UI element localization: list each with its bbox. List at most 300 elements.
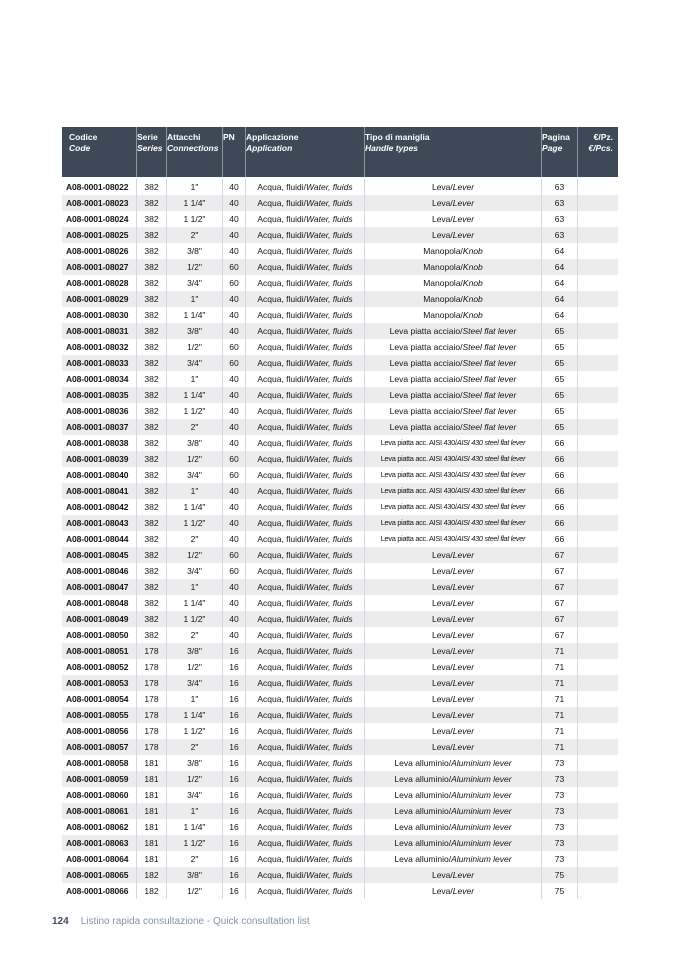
cell-series: 181 bbox=[136, 771, 166, 787]
cell-application: Acqua, fluidi/Water, fluids bbox=[245, 435, 364, 451]
cell-page: 64 bbox=[541, 307, 577, 323]
cell-pn: 16 bbox=[222, 771, 245, 787]
cell-handle-type: Leva/Lever bbox=[364, 579, 541, 595]
cell-page: 67 bbox=[541, 579, 577, 595]
column-header-series: Serie Series bbox=[136, 127, 166, 177]
cell-series: 182 bbox=[136, 883, 166, 899]
cell-page: 71 bbox=[541, 707, 577, 723]
table-row bbox=[62, 403, 618, 419]
cell-page: 65 bbox=[541, 339, 577, 355]
cell-handle-type: Leva/Lever bbox=[364, 611, 541, 627]
table-row bbox=[62, 771, 618, 787]
cell-series: 181 bbox=[136, 835, 166, 851]
cell-code: A08-0001-08036 bbox=[66, 406, 129, 416]
cell-page: 65 bbox=[541, 419, 577, 435]
table-row bbox=[62, 435, 618, 451]
cell-series: 181 bbox=[136, 819, 166, 835]
cell-page: 66 bbox=[541, 499, 577, 515]
table-row bbox=[62, 307, 618, 323]
column-header-application: Applicazione Application bbox=[245, 127, 364, 177]
column-header-page: Pagina Page bbox=[541, 127, 577, 177]
cell-handle-type: Leva piatta acc. AISI 430/AISI 430 steel flat lever bbox=[364, 531, 541, 547]
cell-code: A08-0001-08043 bbox=[66, 518, 129, 528]
cell-pn: 16 bbox=[222, 851, 245, 867]
cell-handle-type: Leva/Lever bbox=[364, 547, 541, 563]
cell-price bbox=[577, 771, 618, 787]
cell-application: Acqua, fluidi/Water, fluids bbox=[245, 675, 364, 691]
table-row bbox=[62, 851, 618, 867]
table-row bbox=[62, 723, 618, 739]
cell-connections: 1/2" bbox=[166, 771, 222, 787]
cell-page: 73 bbox=[541, 771, 577, 787]
cell-page: 63 bbox=[541, 211, 577, 227]
cell-series: 182 bbox=[136, 867, 166, 883]
table-row bbox=[62, 211, 618, 227]
table-row bbox=[62, 579, 618, 595]
cell-handle-type: Manopola/Knob bbox=[364, 243, 541, 259]
cell-handle-type: Leva piatta acciaio/Steel flat lever bbox=[364, 355, 541, 371]
cell-price bbox=[577, 515, 618, 531]
cell-connections: 2" bbox=[166, 739, 222, 755]
cell-application: Acqua, fluidi/Water, fluids bbox=[245, 563, 364, 579]
cell-price bbox=[577, 387, 618, 403]
cell-application: Acqua, fluidi/Water, fluids bbox=[245, 787, 364, 803]
cell-price bbox=[577, 259, 618, 275]
cell-application: Acqua, fluidi/Water, fluids bbox=[245, 851, 364, 867]
cell-price bbox=[577, 851, 618, 867]
cell-code: A08-0001-08053 bbox=[66, 678, 129, 688]
cell-page: 63 bbox=[541, 227, 577, 243]
cell-handle-type: Leva alluminio/Aluminium lever bbox=[364, 803, 541, 819]
cell-price bbox=[577, 195, 618, 211]
cell-connections: 1 1/4" bbox=[166, 499, 222, 515]
cell-series: 382 bbox=[136, 499, 166, 515]
cell-handle-type: Leva/Lever bbox=[364, 195, 541, 211]
cell-connections: 1 1/2" bbox=[166, 515, 222, 531]
cell-application: Acqua, fluidi/Water, fluids bbox=[245, 243, 364, 259]
cell-price bbox=[577, 355, 618, 371]
cell-application: Acqua, fluidi/Water, fluids bbox=[245, 883, 364, 899]
table-row bbox=[62, 323, 618, 339]
cell-pn: 40 bbox=[222, 323, 245, 339]
cell-price bbox=[577, 611, 618, 627]
cell-price bbox=[577, 243, 618, 259]
column-header-connections: Attacchi Connections bbox=[166, 127, 222, 177]
table-row bbox=[62, 483, 618, 499]
cell-application: Acqua, fluidi/Water, fluids bbox=[245, 867, 364, 883]
cell-series: 181 bbox=[136, 787, 166, 803]
cell-handle-type: Leva piatta acciaio/Steel flat lever bbox=[364, 371, 541, 387]
cell-pn: 40 bbox=[222, 515, 245, 531]
cell-application: Acqua, fluidi/Water, fluids bbox=[245, 595, 364, 611]
cell-application: Acqua, fluidi/Water, fluids bbox=[245, 355, 364, 371]
cell-page: 73 bbox=[541, 787, 577, 803]
cell-code: A08-0001-08024 bbox=[66, 214, 129, 224]
cell-code: A08-0001-08027 bbox=[66, 262, 129, 272]
cell-connections: 3/8" bbox=[166, 643, 222, 659]
cell-price bbox=[577, 403, 618, 419]
cell-code: A08-0001-08023 bbox=[66, 198, 129, 208]
cell-connections: 1 1/4" bbox=[166, 387, 222, 403]
cell-handle-type: Leva piatta acciaio/Steel flat lever bbox=[364, 323, 541, 339]
cell-connections: 3/4" bbox=[166, 787, 222, 803]
cell-pn: 40 bbox=[222, 435, 245, 451]
cell-application: Acqua, fluidi/Water, fluids bbox=[245, 659, 364, 675]
cell-code: A08-0001-08048 bbox=[66, 598, 129, 608]
cell-handle-type: Leva/Lever bbox=[364, 627, 541, 643]
cell-code: A08-0001-08058 bbox=[66, 758, 129, 768]
cell-pn: 60 bbox=[222, 355, 245, 371]
cell-series: 382 bbox=[136, 627, 166, 643]
cell-series: 178 bbox=[136, 723, 166, 739]
table-row bbox=[62, 691, 618, 707]
cell-pn: 16 bbox=[222, 675, 245, 691]
cell-code: A08-0001-08047 bbox=[66, 582, 129, 592]
cell-handle-type: Leva piatta acciaio/Steel flat lever bbox=[364, 419, 541, 435]
table-row bbox=[62, 643, 618, 659]
cell-handle-type: Leva/Lever bbox=[364, 739, 541, 755]
cell-connections: 3/4" bbox=[166, 563, 222, 579]
cell-code: A08-0001-08062 bbox=[66, 822, 129, 832]
cell-application: Acqua, fluidi/Water, fluids bbox=[245, 211, 364, 227]
cell-application: Acqua, fluidi/Water, fluids bbox=[245, 691, 364, 707]
cell-connections: 3/4" bbox=[166, 355, 222, 371]
cell-series: 178 bbox=[136, 707, 166, 723]
cell-connections: 3/4" bbox=[166, 675, 222, 691]
cell-pn: 16 bbox=[222, 643, 245, 659]
cell-price bbox=[577, 643, 618, 659]
cell-code: A08-0001-08033 bbox=[66, 358, 129, 368]
table-row bbox=[62, 787, 618, 803]
cell-page: 66 bbox=[541, 467, 577, 483]
cell-code: A08-0001-08026 bbox=[66, 246, 129, 256]
cell-application: Acqua, fluidi/Water, fluids bbox=[245, 643, 364, 659]
cell-pn: 16 bbox=[222, 659, 245, 675]
quick-consultation-table bbox=[62, 127, 618, 899]
cell-price bbox=[577, 723, 618, 739]
cell-price bbox=[577, 435, 618, 451]
column-header-pn: PN bbox=[222, 127, 245, 177]
cell-page: 66 bbox=[541, 435, 577, 451]
cell-code: A08-0001-08029 bbox=[66, 294, 129, 304]
cell-application: Acqua, fluidi/Water, fluids bbox=[245, 451, 364, 467]
cell-code: A08-0001-08031 bbox=[66, 326, 129, 336]
cell-series: 178 bbox=[136, 643, 166, 659]
cell-page: 63 bbox=[541, 195, 577, 211]
cell-handle-type: Leva piatta acciaio/Steel flat lever bbox=[364, 403, 541, 419]
cell-handle-type: Leva alluminio/Aluminium lever bbox=[364, 771, 541, 787]
cell-page: 71 bbox=[541, 675, 577, 691]
cell-series: 181 bbox=[136, 755, 166, 771]
cell-page: 75 bbox=[541, 883, 577, 899]
cell-price bbox=[577, 659, 618, 675]
cell-connections: 1 1/2" bbox=[166, 211, 222, 227]
cell-page: 71 bbox=[541, 659, 577, 675]
cell-code: A08-0001-08064 bbox=[66, 854, 129, 864]
cell-code: A08-0001-08045 bbox=[66, 550, 129, 560]
table-row bbox=[62, 819, 618, 835]
cell-page: 67 bbox=[541, 563, 577, 579]
cell-page: 73 bbox=[541, 803, 577, 819]
cell-series: 382 bbox=[136, 483, 166, 499]
cell-price bbox=[577, 803, 618, 819]
cell-application: Acqua, fluidi/Water, fluids bbox=[245, 371, 364, 387]
cell-pn: 40 bbox=[222, 227, 245, 243]
cell-price bbox=[577, 579, 618, 595]
column-header-code: Codice Code bbox=[69, 132, 98, 153]
cell-page: 66 bbox=[541, 531, 577, 547]
cell-code: A08-0001-08051 bbox=[66, 646, 129, 656]
cell-series: 382 bbox=[136, 195, 166, 211]
cell-series: 382 bbox=[136, 259, 166, 275]
cell-page: 73 bbox=[541, 851, 577, 867]
cell-application: Acqua, fluidi/Water, fluids bbox=[245, 307, 364, 323]
cell-application: Acqua, fluidi/Water, fluids bbox=[245, 803, 364, 819]
cell-price bbox=[577, 467, 618, 483]
cell-connections: 3/4" bbox=[166, 467, 222, 483]
cell-application: Acqua, fluidi/Water, fluids bbox=[245, 771, 364, 787]
cell-handle-type: Leva alluminio/Aluminium lever bbox=[364, 819, 541, 835]
cell-code: A08-0001-08030 bbox=[66, 310, 129, 320]
cell-connections: 1 1/2" bbox=[166, 723, 222, 739]
cell-price bbox=[577, 819, 618, 835]
cell-handle-type: Manopola/Knob bbox=[364, 259, 541, 275]
cell-price bbox=[577, 323, 618, 339]
cell-connections: 1/2" bbox=[166, 659, 222, 675]
cell-handle-type: Leva alluminio/Aluminium lever bbox=[364, 851, 541, 867]
cell-price bbox=[577, 755, 618, 771]
cell-application: Acqua, fluidi/Water, fluids bbox=[245, 707, 364, 723]
cell-pn: 60 bbox=[222, 467, 245, 483]
cell-connections: 1 1/2" bbox=[166, 835, 222, 851]
cell-code: A08-0001-08041 bbox=[66, 486, 129, 496]
cell-application: Acqua, fluidi/Water, fluids bbox=[245, 275, 364, 291]
cell-connections: 3/8" bbox=[166, 323, 222, 339]
cell-code: A08-0001-08022 bbox=[66, 182, 129, 192]
cell-series: 382 bbox=[136, 451, 166, 467]
cell-handle-type: Leva/Lever bbox=[364, 227, 541, 243]
cell-connections: 3/8" bbox=[166, 243, 222, 259]
cell-series: 382 bbox=[136, 243, 166, 259]
cell-series: 382 bbox=[136, 355, 166, 371]
cell-code: A08-0001-08057 bbox=[66, 742, 129, 752]
cell-handle-type: Manopola/Knob bbox=[364, 275, 541, 291]
cell-handle-type: Leva/Lever bbox=[364, 707, 541, 723]
cell-application: Acqua, fluidi/Water, fluids bbox=[245, 723, 364, 739]
cell-series: 382 bbox=[136, 419, 166, 435]
cell-application: Acqua, fluidi/Water, fluids bbox=[245, 611, 364, 627]
table-row bbox=[62, 883, 618, 899]
cell-page: 64 bbox=[541, 291, 577, 307]
cell-page: 71 bbox=[541, 691, 577, 707]
cell-price bbox=[577, 563, 618, 579]
cell-connections: 1 1/2" bbox=[166, 403, 222, 419]
cell-pn: 16 bbox=[222, 819, 245, 835]
cell-code: A08-0001-08066 bbox=[66, 886, 129, 896]
cell-application: Acqua, fluidi/Water, fluids bbox=[245, 227, 364, 243]
table-row bbox=[62, 467, 618, 483]
cell-code: A08-0001-08056 bbox=[66, 726, 129, 736]
cell-pn: 60 bbox=[222, 275, 245, 291]
cell-price bbox=[577, 307, 618, 323]
cell-pn: 40 bbox=[222, 195, 245, 211]
cell-connections: 1/2" bbox=[166, 547, 222, 563]
cell-application: Acqua, fluidi/Water, fluids bbox=[245, 739, 364, 755]
cell-application: Acqua, fluidi/Water, fluids bbox=[245, 195, 364, 211]
cell-page: 67 bbox=[541, 595, 577, 611]
cell-series: 382 bbox=[136, 515, 166, 531]
cell-code: A08-0001-08061 bbox=[66, 806, 129, 816]
cell-pn: 60 bbox=[222, 563, 245, 579]
cell-series: 382 bbox=[136, 307, 166, 323]
cell-application: Acqua, fluidi/Water, fluids bbox=[245, 515, 364, 531]
cell-price bbox=[577, 211, 618, 227]
cell-page: 71 bbox=[541, 723, 577, 739]
cell-price bbox=[577, 707, 618, 723]
cell-pn: 16 bbox=[222, 707, 245, 723]
cell-series: 382 bbox=[136, 227, 166, 243]
cell-handle-type: Leva piatta acciaio/Steel flat lever bbox=[364, 339, 541, 355]
cell-application: Acqua, fluidi/Water, fluids bbox=[245, 499, 364, 515]
cell-connections: 1/2" bbox=[166, 883, 222, 899]
cell-application: Acqua, fluidi/Water, fluids bbox=[245, 339, 364, 355]
table-row bbox=[62, 291, 618, 307]
cell-handle-type: Leva/Lever bbox=[364, 643, 541, 659]
cell-series: 382 bbox=[136, 339, 166, 355]
cell-code: A08-0001-08063 bbox=[66, 838, 129, 848]
table-row bbox=[62, 339, 618, 355]
cell-pn: 40 bbox=[222, 595, 245, 611]
cell-application: Acqua, fluidi/Water, fluids bbox=[245, 259, 364, 275]
cell-page: 66 bbox=[541, 483, 577, 499]
table-row bbox=[62, 179, 618, 195]
cell-code: A08-0001-08037 bbox=[66, 422, 129, 432]
cell-price bbox=[577, 835, 618, 851]
cell-pn: 16 bbox=[222, 803, 245, 819]
cell-page: 75 bbox=[541, 867, 577, 883]
cell-pn: 40 bbox=[222, 387, 245, 403]
cell-page: 71 bbox=[541, 643, 577, 659]
cell-pn: 60 bbox=[222, 339, 245, 355]
cell-code: A08-0001-08035 bbox=[66, 390, 129, 400]
cell-application: Acqua, fluidi/Water, fluids bbox=[245, 467, 364, 483]
table-row bbox=[62, 419, 618, 435]
cell-connections: 3/8" bbox=[166, 755, 222, 771]
cell-pn: 40 bbox=[222, 627, 245, 643]
cell-series: 382 bbox=[136, 563, 166, 579]
cell-page: 71 bbox=[541, 739, 577, 755]
cell-price bbox=[577, 739, 618, 755]
cell-series: 382 bbox=[136, 547, 166, 563]
cell-application: Acqua, fluidi/Water, fluids bbox=[245, 531, 364, 547]
cell-code: A08-0001-08055 bbox=[66, 710, 129, 720]
table-row bbox=[62, 675, 618, 691]
cell-series: 382 bbox=[136, 435, 166, 451]
cell-connections: 1" bbox=[166, 371, 222, 387]
cell-application: Acqua, fluidi/Water, fluids bbox=[245, 419, 364, 435]
table-row bbox=[62, 499, 618, 515]
cell-page: 65 bbox=[541, 387, 577, 403]
cell-series: 382 bbox=[136, 403, 166, 419]
cell-price bbox=[577, 691, 618, 707]
cell-code: A08-0001-08044 bbox=[66, 534, 129, 544]
cell-price bbox=[577, 595, 618, 611]
cell-price bbox=[577, 499, 618, 515]
table-row bbox=[62, 259, 618, 275]
cell-connections: 2" bbox=[166, 227, 222, 243]
cell-handle-type: Leva alluminio/Aluminium lever bbox=[364, 787, 541, 803]
cell-application: Acqua, fluidi/Water, fluids bbox=[245, 483, 364, 499]
cell-handle-type: Leva piatta acc. AISI 430/AISI 430 steel flat lever bbox=[364, 451, 541, 467]
cell-series: 181 bbox=[136, 851, 166, 867]
cell-handle-type: Leva alluminio/Aluminium lever bbox=[364, 835, 541, 851]
cell-handle-type: Leva alluminio/Aluminium lever bbox=[364, 755, 541, 771]
cell-page: 64 bbox=[541, 243, 577, 259]
cell-series: 382 bbox=[136, 467, 166, 483]
cell-connections: 2" bbox=[166, 419, 222, 435]
cell-connections: 3/4" bbox=[166, 275, 222, 291]
cell-connections: 1 1/4" bbox=[166, 819, 222, 835]
cell-application: Acqua, fluidi/Water, fluids bbox=[245, 819, 364, 835]
cell-pn: 16 bbox=[222, 867, 245, 883]
cell-application: Acqua, fluidi/Water, fluids bbox=[245, 179, 364, 195]
cell-connections: 1/2" bbox=[166, 259, 222, 275]
cell-code: A08-0001-08034 bbox=[66, 374, 129, 384]
cell-page: 63 bbox=[541, 179, 577, 195]
cell-pn: 40 bbox=[222, 211, 245, 227]
cell-application: Acqua, fluidi/Water, fluids bbox=[245, 835, 364, 851]
cell-series: 382 bbox=[136, 323, 166, 339]
table-row bbox=[62, 195, 618, 211]
cell-handle-type: Leva piatta acc. AISI 430/AISI 430 steel flat lever bbox=[364, 499, 541, 515]
cell-handle-type: Leva/Lever bbox=[364, 179, 541, 195]
cell-page: 65 bbox=[541, 403, 577, 419]
cell-page: 67 bbox=[541, 611, 577, 627]
cell-connections: 1 1/2" bbox=[166, 611, 222, 627]
table-row bbox=[62, 451, 618, 467]
cell-pn: 40 bbox=[222, 371, 245, 387]
cell-code: A08-0001-08050 bbox=[66, 630, 129, 640]
cell-series: 178 bbox=[136, 675, 166, 691]
cell-page: 64 bbox=[541, 259, 577, 275]
cell-connections: 1 1/4" bbox=[166, 195, 222, 211]
cell-pn: 40 bbox=[222, 403, 245, 419]
cell-handle-type: Leva piatta acc. AISI 430/AISI 430 steel flat lever bbox=[364, 435, 541, 451]
cell-price bbox=[577, 627, 618, 643]
cell-pn: 40 bbox=[222, 243, 245, 259]
cell-series: 382 bbox=[136, 179, 166, 195]
cell-code: A08-0001-08065 bbox=[66, 870, 129, 880]
cell-page: 65 bbox=[541, 323, 577, 339]
page-footer bbox=[52, 916, 310, 927]
cell-code: A08-0001-08042 bbox=[66, 502, 129, 512]
table-row bbox=[62, 627, 618, 643]
table-row bbox=[62, 563, 618, 579]
cell-pn: 16 bbox=[222, 787, 245, 803]
cell-page: 73 bbox=[541, 835, 577, 851]
cell-price bbox=[577, 787, 618, 803]
cell-price bbox=[577, 371, 618, 387]
cell-page: 67 bbox=[541, 547, 577, 563]
cell-page: 73 bbox=[541, 819, 577, 835]
table-header-row bbox=[62, 127, 618, 177]
cell-price bbox=[577, 531, 618, 547]
cell-code: A08-0001-08046 bbox=[66, 566, 129, 576]
cell-series: 382 bbox=[136, 579, 166, 595]
cell-handle-type: Leva/Lever bbox=[364, 563, 541, 579]
table-body bbox=[62, 179, 618, 899]
cell-series: 382 bbox=[136, 275, 166, 291]
